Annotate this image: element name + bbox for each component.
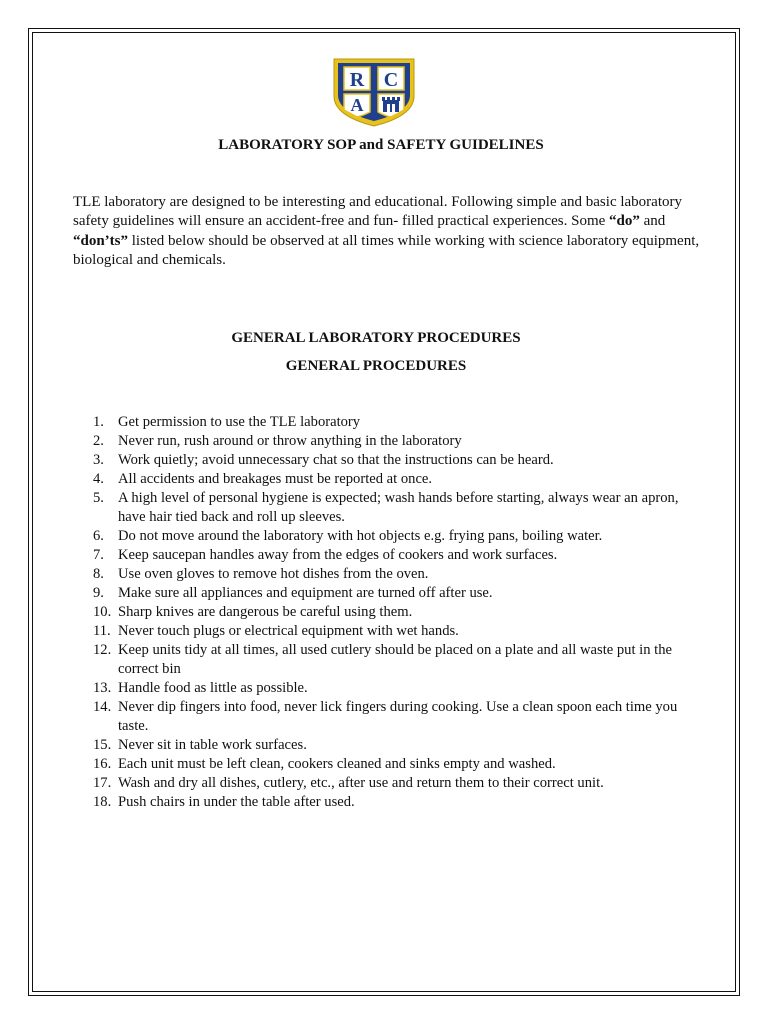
procedure-number: 16. <box>93 756 112 772</box>
procedure-text: Each unit must be left clean, cookers cleaned and sinks empty and washed. <box>118 756 556 772</box>
procedure-text: Never dip fingers into food, never lick fingers during cooking. Use a clean spoon each time you taste. <box>118 699 678 734</box>
procedure-number: 6. <box>93 528 104 544</box>
procedure-number: 5. <box>93 490 104 506</box>
procedure-number: 7. <box>93 547 104 563</box>
procedure-number: 10. <box>93 604 112 620</box>
procedure-item <box>93 736 693 755</box>
school-crest-logo <box>330 56 418 128</box>
procedure-item <box>93 470 693 489</box>
crest-letter-a: A <box>350 95 364 115</box>
procedure-item <box>93 622 693 641</box>
procedure-item <box>93 793 693 812</box>
procedure-item <box>93 755 693 774</box>
procedure-number: 9. <box>93 585 104 601</box>
procedure-text: Use oven gloves to remove hot dishes from the oven. <box>118 566 429 582</box>
procedure-text: Never touch plugs or electrical equipment with wet hands. <box>118 623 459 639</box>
intro-do: “do” <box>609 213 640 230</box>
procedure-number: 3. <box>93 452 104 468</box>
procedure-text: Keep units tidy at all times, all used cutlery should be placed on a plate and all waste put in the correct bin <box>118 642 673 677</box>
procedure-text: All accidents and breakages must be reported at once. <box>118 471 433 487</box>
intro-and: and <box>639 213 666 230</box>
procedure-item <box>93 603 693 622</box>
procedure-text: Work quietly; avoid unnecessary chat so that the instructions can be heard. <box>118 452 554 468</box>
crest-letter-c: C <box>383 69 399 91</box>
section-heading-general-procedures: GENERAL PROCEDURES <box>285 358 467 374</box>
procedure-text: A high level of personal hygiene is expected; wash hands before starting, always wear an apron, have hair tied back and roll up sleeves. <box>118 490 679 525</box>
procedure-item <box>93 641 693 679</box>
procedure-text: Push chairs in under the table after used. <box>118 794 355 810</box>
procedure-text: Keep saucepan handles away from the edges of cookers and work surfaces. <box>118 547 558 563</box>
procedure-item <box>93 489 693 527</box>
procedure-item <box>93 546 693 565</box>
intro-text-1: TLE laboratory are designed to be interesting and educational. Following simple and basic laboratory safety guidelines will ensure an accident-free and fun- filled practical experiences. Some <box>73 194 682 230</box>
procedure-number: 18. <box>93 794 112 810</box>
procedure-text: Wash and dry all dishes, cutlery, etc., after use and return them to their correct unit. <box>118 775 604 791</box>
intro-donts: “don’ts” <box>73 232 129 249</box>
procedure-item <box>93 432 693 451</box>
section-heading-general-laboratory-procedures: GENERAL LABORATORY PROCEDURES <box>231 330 521 346</box>
procedure-item <box>93 527 693 546</box>
procedure-number: 2. <box>93 433 104 449</box>
procedure-text: Make sure all appliances and equipment are turned off after use. <box>118 585 493 601</box>
procedure-text: Never run, rush around or throw anything in the laboratory <box>118 433 462 449</box>
procedure-number: 4. <box>93 471 104 487</box>
procedure-number: 11. <box>93 623 111 639</box>
procedure-item <box>93 451 693 470</box>
procedure-text: Never sit in table work surfaces. <box>118 737 307 753</box>
procedure-item <box>93 698 693 736</box>
procedure-number: 1. <box>93 414 104 430</box>
procedure-item <box>93 679 693 698</box>
procedure-item <box>93 413 693 432</box>
procedure-item <box>93 774 693 793</box>
crest-letter-r: R <box>349 69 365 91</box>
procedure-text: Handle food as little as possible. <box>118 680 308 696</box>
procedures-list <box>93 413 693 812</box>
procedure-number: 12. <box>93 642 112 658</box>
procedure-item <box>93 565 693 584</box>
procedure-text: Get permission to use the TLE laboratory <box>118 414 361 430</box>
procedure-item <box>93 584 693 603</box>
procedure-text: Sharp knives are dangerous be careful using them. <box>118 604 413 620</box>
procedure-number: 8. <box>93 566 104 582</box>
intro-text-2: listed below should be observed at all times while working with science laboratory equipment, biological and chemicals. <box>73 232 700 269</box>
procedure-number: 15. <box>93 737 112 753</box>
document-title: LABORATORY SOP and SAFETY GUIDELINES <box>218 137 544 153</box>
procedure-text: Do not move around the laboratory with hot objects e.g. frying pans, boiling water. <box>118 528 603 544</box>
procedure-number: 13. <box>93 680 112 696</box>
intro-paragraph <box>73 193 703 271</box>
procedure-number: 14. <box>93 699 112 715</box>
procedure-number: 17. <box>93 775 112 791</box>
